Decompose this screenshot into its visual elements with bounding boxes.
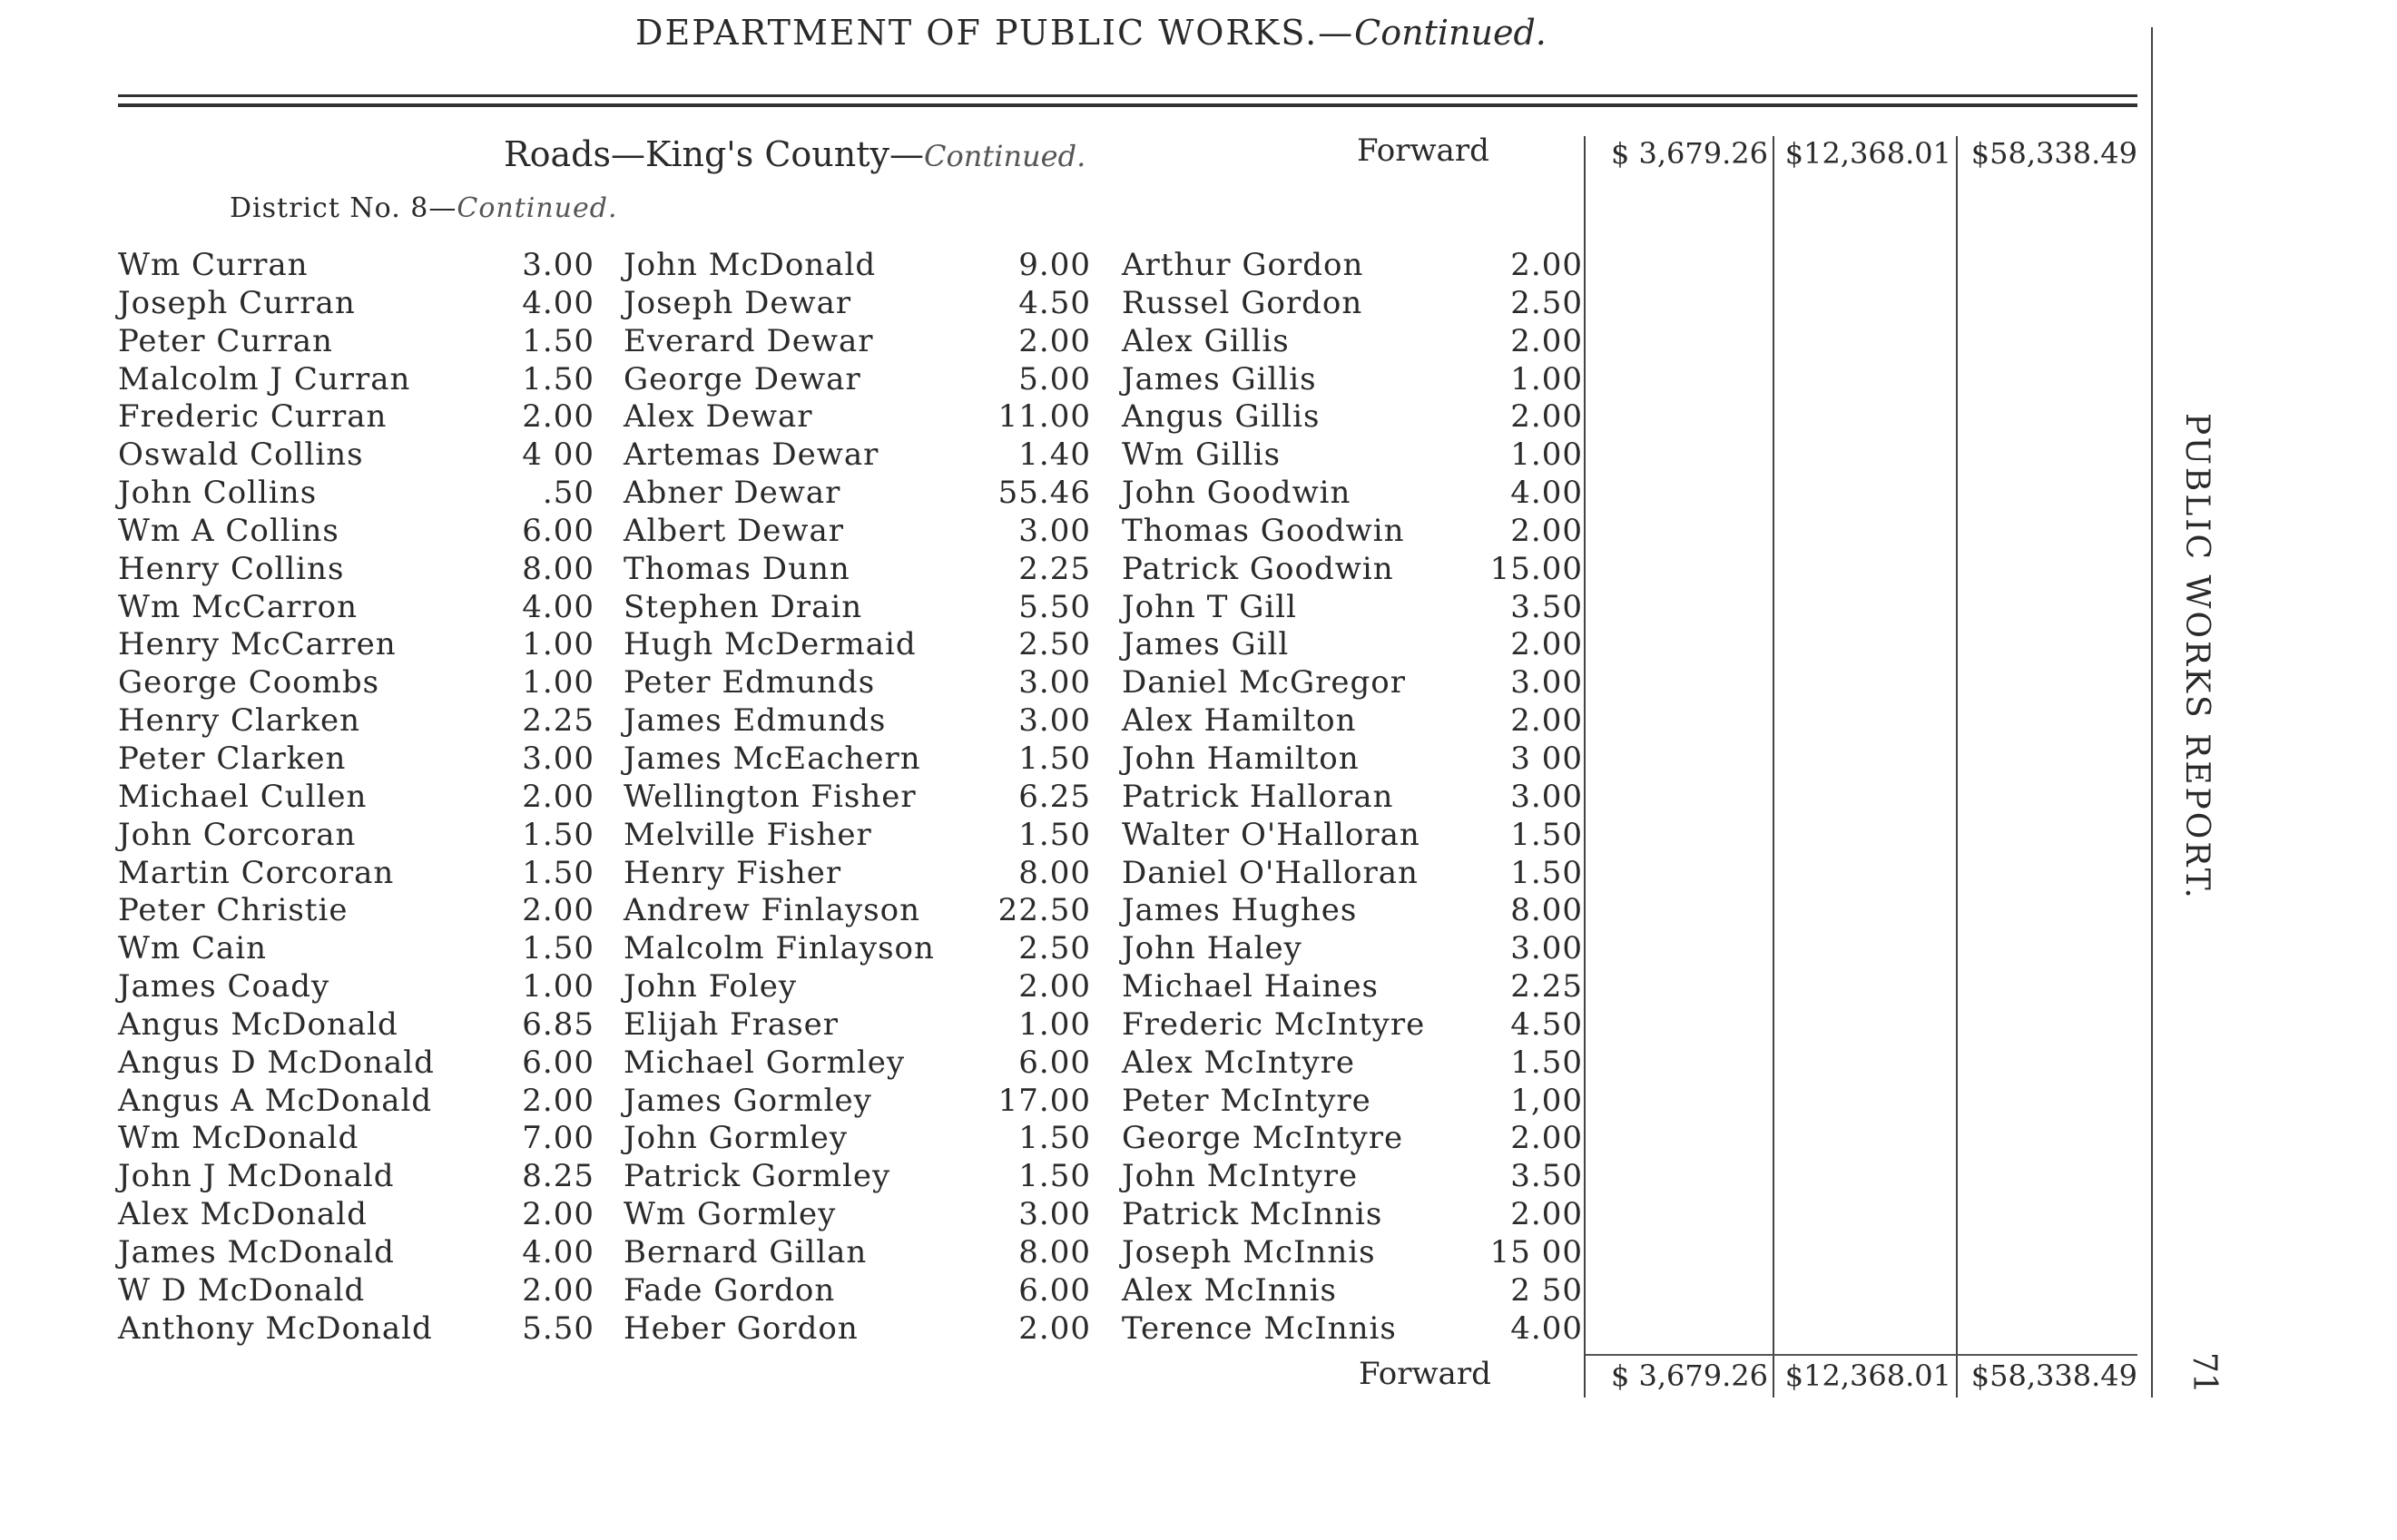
list-item	[118, 1006, 594, 1045]
list-item	[1122, 361, 1583, 399]
entry-name: Fade Gordon	[624, 1271, 836, 1309]
entry-name: Wellington Fisher	[624, 778, 917, 815]
entry-name: Alex McDonald	[118, 1196, 368, 1233]
entry-amount: 7.00	[522, 1120, 594, 1157]
entry-amount: 1.50	[1510, 816, 1583, 853]
entry-amount: 2.00	[522, 1271, 594, 1309]
entry-amount: 1.50	[522, 930, 594, 967]
entry-name: Artemas Dewar	[624, 436, 879, 474]
entry-amount: 2.00	[1510, 1196, 1583, 1233]
list-item	[118, 1310, 594, 1349]
entry-amount: 2.00	[522, 778, 594, 815]
list-item	[1122, 892, 1583, 930]
entry-amount: 1.40	[1018, 436, 1091, 474]
list-item	[1122, 702, 1583, 741]
forward-bottom-amount-2: $12,368.01	[1784, 1359, 1951, 1393]
entry-amount: 6.00	[522, 512, 594, 549]
list-item	[1122, 589, 1583, 627]
entry-amount: 2.00	[1018, 968, 1091, 1005]
list-item	[1122, 1272, 1583, 1310]
entry-amount: 8.00	[1018, 1233, 1091, 1270]
entry-name: Terence McInnis	[1122, 1309, 1397, 1347]
entry-name: Wm Cain	[118, 930, 268, 967]
header-continued: Continued.	[1354, 13, 1547, 53]
entry-name: Malcolm J Curran	[118, 360, 411, 397]
entry-name: Daniel O'Halloran	[1122, 854, 1419, 891]
list-item	[624, 398, 1091, 436]
list-item	[1122, 551, 1583, 589]
entry-amount: 1.50	[1018, 816, 1091, 853]
entry-name: Joseph Curran	[118, 284, 356, 321]
list-item	[118, 551, 594, 589]
entry-amount: 4.50	[1018, 284, 1091, 321]
entry-amount: 1.50	[1018, 740, 1091, 777]
entry-name: Patrick McInnis	[1122, 1196, 1383, 1233]
entry-amount: 15.00	[1489, 550, 1583, 587]
list-item	[118, 285, 594, 323]
entry-amount: 8.00	[1018, 854, 1091, 891]
entry-amount: 2.25	[522, 702, 594, 740]
list-item	[624, 968, 1091, 1006]
page-header	[635, 13, 1547, 53]
entry-amount: 2.00	[1510, 247, 1583, 283]
list-item	[1122, 817, 1583, 855]
totals-rule	[1586, 1354, 2137, 1356]
entry-name: Alex McInnis	[1122, 1271, 1337, 1309]
entry-name: James Coady	[118, 968, 330, 1005]
entry-amount: 3.00	[1018, 1196, 1091, 1233]
forward-top-label: Forward	[1357, 132, 1489, 169]
entry-name: Malcolm Finlayson	[624, 930, 935, 967]
entry-amount: 17.00	[997, 1082, 1091, 1119]
entry-amount: 2.50	[1018, 930, 1091, 967]
entry-amount: 5.50	[1018, 588, 1091, 625]
entry-name: Henry Fisher	[624, 854, 842, 891]
entry-amount: 8.25	[522, 1158, 594, 1195]
entry-amount: 9.00	[1018, 247, 1091, 283]
entry-amount: 3.00	[1018, 664, 1091, 701]
list-item	[118, 664, 594, 702]
list-item	[1122, 513, 1583, 551]
entry-amount: 1.00	[522, 664, 594, 701]
entry-amount: 6.85	[522, 1005, 594, 1043]
entry-amount: 4.00	[522, 284, 594, 321]
list-item	[1122, 323, 1583, 361]
list-item	[624, 892, 1091, 930]
side-running-title	[2178, 413, 2233, 957]
entry-amount: 2 50	[1510, 1271, 1583, 1309]
name-list-column-2	[624, 247, 1091, 1348]
forward-bottom-amount-3: $58,338.49	[1970, 1359, 2137, 1393]
entry-name: Frederic Curran	[118, 398, 388, 436]
entry-name: Peter Edmunds	[624, 664, 876, 701]
list-item	[118, 968, 594, 1006]
entry-amount: 1.50	[1018, 1120, 1091, 1157]
entry-amount: .50	[542, 475, 594, 512]
forward-bottom-label: Forward	[1359, 1356, 1491, 1392]
entry-amount: 55.46	[997, 475, 1091, 512]
entry-amount: 3.00	[1510, 664, 1583, 701]
entry-amount: 1.00	[1510, 360, 1583, 397]
entry-name: Peter Curran	[118, 322, 333, 359]
entry-name: Anthony McDonald	[118, 1309, 433, 1347]
amount-column-line-3	[1956, 136, 1958, 1398]
list-item	[624, 1272, 1091, 1310]
list-item	[1122, 855, 1583, 893]
list-item	[1122, 664, 1583, 702]
entry-name: Alex Hamilton	[1122, 702, 1357, 740]
list-item	[1122, 1310, 1583, 1349]
entry-amount: 6.25	[1018, 778, 1091, 815]
entry-amount: 4.00	[522, 1233, 594, 1270]
list-item	[118, 626, 594, 664]
entry-name: Alex Gillis	[1122, 322, 1290, 359]
header-title: DEPARTMENT OF PUBLIC WORKS.—	[635, 13, 1355, 53]
entry-amount: 4.50	[1510, 1005, 1583, 1043]
entry-name: Frederic McIntyre	[1122, 1005, 1426, 1043]
entry-name: Joseph McInnis	[1122, 1233, 1376, 1270]
list-item	[624, 779, 1091, 817]
list-item	[1122, 398, 1583, 436]
entry-name: Stephen Drain	[624, 588, 863, 625]
list-item	[624, 436, 1091, 475]
entry-amount: 15 00	[1489, 1233, 1583, 1270]
list-item	[1122, 930, 1583, 968]
district-label: District No. 8—	[230, 192, 457, 224]
entry-name: Michael Gormley	[624, 1044, 906, 1081]
entry-name: Walter O'Halloran	[1122, 816, 1420, 853]
list-item	[118, 247, 594, 285]
entry-amount: 1.00	[522, 968, 594, 1005]
list-item	[1122, 285, 1583, 323]
entry-name: Elijah Fraser	[624, 1005, 840, 1043]
entry-name: James Gormley	[624, 1082, 872, 1119]
entry-amount: 3.50	[1510, 588, 1583, 625]
entry-amount: 1.50	[522, 360, 594, 397]
entry-name: Wm Gormley	[624, 1196, 837, 1233]
entry-name: Abner Dewar	[624, 475, 841, 512]
list-item	[1122, 1083, 1583, 1121]
forward-bottom-amount-1: $ 3,679.26	[1610, 1359, 1768, 1393]
entry-name: Wm Curran	[118, 247, 309, 283]
entry-name: Angus Gillis	[1122, 398, 1321, 436]
entry-amount: 2.00	[522, 1082, 594, 1119]
entry-name: John Haley	[1122, 930, 1302, 967]
entry-amount: 1.50	[1510, 854, 1583, 891]
entry-name: James McEachern	[624, 740, 921, 777]
entry-name: James Gill	[1122, 626, 1290, 663]
entry-amount: 3.00	[1018, 512, 1091, 549]
header-rule-top	[118, 94, 2137, 97]
entry-name: George Dewar	[624, 360, 861, 397]
entry-name: Wm McCarron	[118, 588, 359, 625]
list-item	[118, 1045, 594, 1083]
list-item	[624, 1083, 1091, 1121]
name-list-column-1	[118, 247, 594, 1348]
list-item	[1122, 1196, 1583, 1234]
list-item	[624, 1196, 1091, 1234]
entry-amount: 2.00	[522, 892, 594, 929]
entry-name: Alex Dewar	[624, 398, 813, 436]
list-item	[624, 1310, 1091, 1349]
entry-name: John J McDonald	[118, 1158, 395, 1195]
entry-name: James Edmunds	[624, 702, 887, 740]
entry-amount: 1.50	[522, 322, 594, 359]
entry-amount: 6.00	[1018, 1044, 1091, 1081]
page-number: 71	[2186, 1352, 2223, 1394]
entry-name: George McIntyre	[1122, 1120, 1404, 1157]
entry-amount: 1.50	[522, 854, 594, 891]
entry-name: Alex McIntyre	[1122, 1044, 1355, 1081]
entry-name: John Collins	[118, 475, 318, 512]
entry-name: Wm A Collins	[118, 512, 339, 549]
entry-amount: 2.00	[1510, 1120, 1583, 1157]
list-item	[624, 1045, 1091, 1083]
list-item	[118, 817, 594, 855]
entry-name: Bernard Gillan	[624, 1233, 868, 1270]
entry-amount: 1.00	[522, 626, 594, 663]
entry-amount: 2.00	[522, 1196, 594, 1233]
list-item	[1122, 1120, 1583, 1158]
entry-name: Arthur Gordon	[1122, 247, 1364, 283]
list-item	[1122, 1158, 1583, 1196]
entry-name: Michael Cullen	[118, 778, 368, 815]
entry-name: Melville Fisher	[624, 816, 872, 853]
page-right-border	[2151, 27, 2153, 1398]
entry-name: John McIntyre	[1122, 1158, 1359, 1195]
entry-amount: 3.00	[1510, 930, 1583, 967]
entry-amount: 2.00	[1018, 322, 1091, 359]
entry-name: James Hughes	[1122, 892, 1358, 929]
forward-top-amount-2: $12,368.01	[1784, 136, 1951, 171]
header-rule-bottom	[118, 103, 2137, 107]
entry-amount: 2.00	[1510, 512, 1583, 549]
list-item	[118, 475, 594, 513]
list-item	[118, 1234, 594, 1272]
district-heading	[230, 192, 618, 224]
list-item	[118, 1083, 594, 1121]
entry-amount: 11.00	[997, 398, 1091, 436]
entry-amount: 3.00	[522, 740, 594, 777]
entry-amount: 3.00	[1510, 778, 1583, 815]
entry-amount: 4.00	[1510, 475, 1583, 512]
list-item	[624, 664, 1091, 702]
entry-amount: 2.00	[1510, 322, 1583, 359]
list-item	[118, 779, 594, 817]
entry-name: John Hamilton	[1122, 740, 1360, 777]
list-item	[118, 589, 594, 627]
entry-amount: 1.50	[1018, 1158, 1091, 1195]
list-item	[1122, 436, 1583, 475]
entry-name: Henry Clarken	[118, 702, 360, 740]
list-item	[1122, 475, 1583, 513]
amount-column-line-1	[1584, 136, 1586, 1398]
entry-name: Everard Dewar	[624, 322, 874, 359]
entry-name: Wm McDonald	[118, 1120, 359, 1157]
entry-amount: 4 00	[522, 436, 594, 474]
entry-amount: 5.50	[522, 1309, 594, 1347]
entry-name: Thomas Goodwin	[1122, 512, 1405, 549]
entry-name: Oswald Collins	[118, 436, 364, 474]
name-list-column-3	[1122, 247, 1583, 1348]
entry-name: John Foley	[624, 968, 798, 1005]
list-item	[624, 1120, 1091, 1158]
entry-name: Henry McCarren	[118, 626, 397, 663]
list-item	[1122, 1045, 1583, 1083]
list-item	[1122, 626, 1583, 664]
list-item	[624, 551, 1091, 589]
entry-name: Peter McIntyre	[1122, 1082, 1371, 1119]
entry-name: John T Gill	[1122, 588, 1297, 625]
entry-name: Daniel McGregor	[1122, 664, 1406, 701]
entry-name: W D McDonald	[118, 1271, 366, 1309]
entry-amount: 8.00	[1510, 892, 1583, 929]
list-item	[624, 702, 1091, 741]
list-item	[118, 323, 594, 361]
entry-name: Peter Christie	[118, 892, 349, 929]
entry-name: Patrick Gormley	[624, 1158, 891, 1195]
list-item	[624, 626, 1091, 664]
list-item	[1122, 968, 1583, 1006]
list-item	[118, 892, 594, 930]
list-item	[118, 513, 594, 551]
list-item	[118, 1272, 594, 1310]
list-item	[118, 855, 594, 893]
entry-amount: 1,00	[1510, 1082, 1583, 1119]
entry-amount: 2.50	[1018, 626, 1091, 663]
list-item	[118, 1158, 594, 1196]
forward-top-amount-3: $58,338.49	[1970, 136, 2137, 171]
list-item	[624, 817, 1091, 855]
list-item	[624, 1006, 1091, 1045]
entry-amount: 2.25	[1018, 550, 1091, 587]
list-item	[118, 436, 594, 475]
list-item	[624, 930, 1091, 968]
list-item	[624, 475, 1091, 513]
list-item	[624, 589, 1091, 627]
list-item	[624, 361, 1091, 399]
entry-name: John Goodwin	[1122, 475, 1351, 512]
list-item	[624, 1158, 1091, 1196]
list-item	[1122, 741, 1583, 779]
district-continued: Continued.	[457, 192, 618, 224]
entry-amount: 6.00	[522, 1044, 594, 1081]
list-item	[624, 855, 1091, 893]
list-item	[118, 702, 594, 741]
list-item	[1122, 1006, 1583, 1045]
list-item	[1122, 1234, 1583, 1272]
entry-amount: 3 00	[1510, 740, 1583, 777]
entry-amount: 2.00	[522, 398, 594, 436]
entry-name: John Corcoran	[118, 816, 357, 853]
entry-name: Angus A McDonald	[118, 1082, 433, 1119]
entry-amount: 4.00	[522, 588, 594, 625]
entry-name: James Gillis	[1122, 360, 1317, 397]
entry-amount: 22.50	[997, 892, 1091, 929]
entry-amount: 2.50	[1510, 284, 1583, 321]
entry-name: Henry Collins	[118, 550, 345, 587]
entry-amount: 2.00	[1510, 702, 1583, 740]
list-item	[118, 361, 594, 399]
list-item	[1122, 247, 1583, 285]
entry-name: John Gormley	[624, 1120, 849, 1157]
entry-name: Peter Clarken	[118, 740, 347, 777]
side-title-text: PUBLIC WORKS REPORT.	[2178, 413, 2215, 901]
list-item	[118, 1120, 594, 1158]
section-continued: Continued.	[923, 139, 1086, 173]
entry-name: Angus D McDonald	[118, 1044, 435, 1081]
entry-amount: 1.50	[1510, 1044, 1583, 1081]
entry-name: Patrick Halloran	[1122, 778, 1394, 815]
entry-amount: 3.50	[1510, 1158, 1583, 1195]
list-item	[624, 1234, 1091, 1272]
entry-name: Albert Dewar	[624, 512, 845, 549]
forward-top-amount-1: $ 3,679.26	[1610, 136, 1768, 171]
entry-amount: 1.50	[522, 816, 594, 853]
section-title-text: Roads—King's County—	[504, 134, 924, 174]
list-item	[624, 513, 1091, 551]
entry-name: Martin Corcoran	[118, 854, 395, 891]
list-item	[1122, 779, 1583, 817]
entry-name: Michael Haines	[1122, 968, 1379, 1005]
entry-name: Angus McDonald	[118, 1005, 398, 1043]
entry-amount: 1.00	[1018, 1005, 1091, 1043]
entry-amount: 8.00	[522, 550, 594, 587]
amount-column-line-2	[1773, 136, 1774, 1398]
list-item	[118, 930, 594, 968]
list-item	[118, 1196, 594, 1234]
entry-name: James McDonald	[118, 1233, 395, 1270]
entry-amount: 2.00	[1018, 1309, 1091, 1347]
entry-amount: 3.00	[522, 247, 594, 283]
list-item	[118, 398, 594, 436]
list-item	[624, 285, 1091, 323]
entry-name: John McDonald	[624, 247, 877, 283]
entry-name: Thomas Dunn	[624, 550, 850, 587]
entry-name: Hugh McDermaid	[624, 626, 917, 663]
entry-amount: 2.00	[1510, 626, 1583, 663]
entry-amount: 4.00	[1510, 1309, 1583, 1347]
list-item	[624, 741, 1091, 779]
entry-name: Wm Gillis	[1122, 436, 1282, 474]
entry-name: Heber Gordon	[624, 1309, 859, 1347]
section-title	[504, 134, 1086, 174]
entry-name: Joseph Dewar	[624, 284, 852, 321]
entry-name: George Coombs	[118, 664, 380, 701]
entry-name: Andrew Finlayson	[624, 892, 921, 929]
entry-amount: 3.00	[1018, 702, 1091, 740]
entry-name: Patrick Goodwin	[1122, 550, 1394, 587]
entry-amount: 5.00	[1018, 360, 1091, 397]
entry-amount: 6.00	[1018, 1271, 1091, 1309]
list-item	[624, 247, 1091, 285]
entry-amount: 2.25	[1510, 968, 1583, 1005]
entry-name: Russel Gordon	[1122, 284, 1363, 321]
list-item	[624, 323, 1091, 361]
entry-amount: 1.00	[1510, 436, 1583, 474]
entry-amount: 2.00	[1510, 398, 1583, 436]
list-item	[118, 741, 594, 779]
